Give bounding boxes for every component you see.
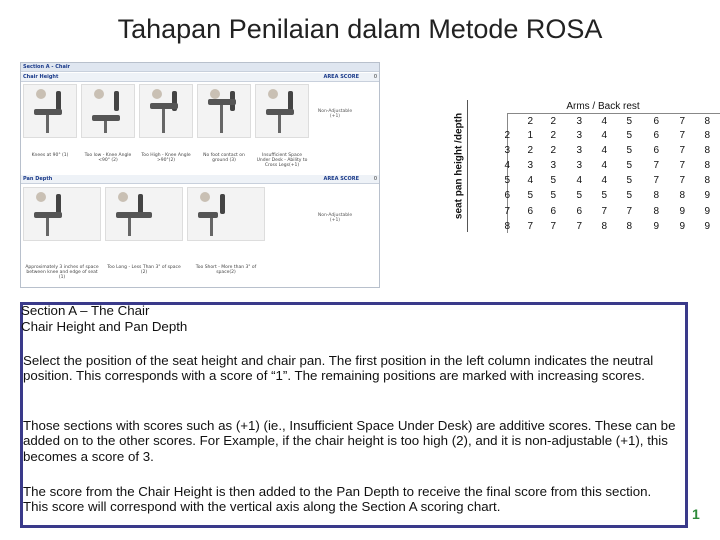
- table-cell: 5: [527, 190, 533, 201]
- table-cell: 6: [550, 206, 556, 217]
- vertical-axis-label: [452, 100, 466, 232]
- column-header-cell: 8: [704, 116, 710, 127]
- table-cell: 5: [626, 175, 632, 186]
- table-cell: 8: [704, 145, 710, 156]
- table-cell: 6: [653, 145, 659, 156]
- table-cell: 9: [679, 221, 685, 232]
- table-cell: 8: [704, 175, 710, 186]
- caption: Too High - Knee Angle >90°(2): [141, 153, 191, 163]
- non-adjustable-note: Non-Adjustable (+1): [317, 109, 353, 119]
- pan-depth-header: [21, 175, 379, 184]
- table-cell: 3: [576, 130, 582, 141]
- caption: Too Long - Less Than 3" of space (2): [107, 265, 181, 275]
- table-cell: 8: [704, 160, 710, 171]
- non-adjustable-note: Non-Adjustable (+1): [317, 213, 353, 223]
- column-header-cell: 2: [527, 116, 533, 127]
- chair-figure: [197, 84, 251, 138]
- pan-depth-captions: [23, 265, 265, 280]
- chair-figure: [255, 84, 309, 138]
- table-cell: 9: [704, 206, 710, 217]
- table-cell: 2: [550, 130, 556, 141]
- chair-figure: [139, 84, 193, 138]
- column-header-cell: 4: [601, 116, 607, 127]
- column-header-cell: 7: [679, 116, 685, 127]
- table-cell: 4: [576, 175, 582, 186]
- paragraph-1: Select the position of the seat height and chair pan. The first position in the left column indicates the neutral position. This corresponds with a score of “1”. The remaining positions are marked with increasing scores.: [23, 353, 654, 384]
- table-cell: 7: [550, 221, 556, 232]
- table-cell: 5: [550, 190, 556, 201]
- table-cell: 3: [550, 160, 556, 171]
- table-cell: 7: [626, 206, 632, 217]
- table-top-rule: [508, 113, 720, 114]
- chair-height-label: Chair Height: [23, 74, 59, 80]
- page-number: 1: [692, 506, 700, 522]
- table-cell: 5: [626, 190, 632, 201]
- section-label: Section A - Chair: [23, 64, 71, 70]
- table-cell: 3: [576, 145, 582, 156]
- paragraph-3: The score from the Chair Height is then added to the Pan Depth to receive the final score from this section. This score will correspond with the vertical axis along the Section A scoring chart.: [23, 484, 652, 515]
- table-cell: 4: [527, 175, 533, 186]
- row-header-cell: 4: [504, 160, 510, 171]
- row-header-cell: 3: [504, 145, 510, 156]
- table-cell: 4: [601, 130, 607, 141]
- form-section-header: [21, 63, 379, 72]
- table-cell: 5: [601, 190, 607, 201]
- caption: Knees at 90° (1): [31, 153, 69, 158]
- description-panel: [20, 302, 688, 528]
- table-cell: 8: [601, 221, 607, 232]
- chair-height-figures: [23, 84, 309, 138]
- table-cell: 6: [576, 206, 582, 217]
- chair-figure: [81, 84, 135, 138]
- table-cell: 7: [679, 130, 685, 141]
- table-cell: 4: [601, 145, 607, 156]
- table-cell: 5: [550, 175, 556, 186]
- table-cell: 6: [653, 130, 659, 141]
- table-cell: 1: [527, 130, 533, 141]
- table-header-label: Arms / Back rest: [566, 101, 640, 112]
- area-score-label: AREA SCORE: [323, 74, 359, 80]
- slide-title: Tahapan Penilaian dalam Metode ROSA: [117, 14, 603, 44]
- paragraph-2: Those sections with scores such as (+1) (ie., Insufficient Space Under Desk) are additive scores. These can be added on to the other scores. For Example, if the chair height is too high (2), and it is non-adjustable (+1), this becomes a score of 3.: [23, 418, 676, 464]
- table-cell: 9: [704, 190, 710, 201]
- table-cell: 9: [679, 206, 685, 217]
- chair-figure: [105, 187, 183, 241]
- chair-height-captions: [23, 153, 309, 168]
- pan-depth-label: Pan Depth: [23, 176, 53, 182]
- divider: [467, 100, 468, 232]
- row-header-cell: 2: [504, 130, 510, 141]
- table-cell: 5: [626, 160, 632, 171]
- table-cell: 8: [704, 130, 710, 141]
- table-cell: 3: [527, 160, 533, 171]
- row-header-cell: 6: [504, 190, 510, 201]
- caption: No foot contact on ground (3): [203, 153, 245, 163]
- caption: Approximately 3 inches of space between knee and edge of seat (1): [25, 265, 99, 280]
- chair-figure: [23, 84, 77, 138]
- table-cell: 5: [626, 130, 632, 141]
- section-heading: Section A – The Chair Chair Height and Pan Depth: [21, 303, 188, 334]
- column-header-cell: 6: [653, 116, 659, 127]
- chair-figure: [187, 187, 265, 241]
- column-header-cell: 3: [576, 116, 582, 127]
- table-cell: 7: [576, 221, 582, 232]
- table-cell: 5: [576, 190, 582, 201]
- table-cell: 7: [601, 206, 607, 217]
- chair-figure: [23, 187, 101, 241]
- column-header-cell: 5: [626, 116, 632, 127]
- table-cell: 7: [679, 160, 685, 171]
- table-cell: 7: [653, 160, 659, 171]
- table-cell: 2: [527, 145, 533, 156]
- table-cell: 7: [679, 175, 685, 186]
- row-header-cell: 7: [504, 206, 510, 217]
- table-cell: 3: [576, 160, 582, 171]
- area-score-label: AREA SCORE: [323, 176, 359, 182]
- vertical-axis-text: seat pan height /depth: [453, 112, 465, 220]
- chair-height-header: [21, 73, 379, 82]
- column-header-cell: 2: [550, 116, 556, 127]
- table-cell: 8: [626, 221, 632, 232]
- table-cell: 9: [704, 221, 710, 232]
- table-cell: 7: [679, 145, 685, 156]
- table-cell: 4: [601, 160, 607, 171]
- table-cell: 7: [653, 175, 659, 186]
- table-cell: 6: [527, 206, 533, 217]
- area-score-value: 0: [373, 176, 377, 182]
- table-cell: 2: [550, 145, 556, 156]
- pan-depth-figures: [23, 187, 265, 241]
- table-cell: 8: [653, 206, 659, 217]
- table-cell: 8: [653, 190, 659, 201]
- area-score-value: 0: [373, 74, 377, 80]
- caption: Too low - Knee Angle <90° (2): [84, 153, 132, 163]
- row-header-cell: 5: [504, 175, 510, 186]
- row-header-cell: 8: [504, 221, 510, 232]
- rosa-chair-form-image: [20, 62, 380, 288]
- table-cell: 7: [527, 221, 533, 232]
- table-cell: 8: [679, 190, 685, 201]
- table-cell: 5: [626, 145, 632, 156]
- table-cell: 9: [653, 221, 659, 232]
- table-cell: 4: [601, 175, 607, 186]
- caption: Too Short - More than 3" of space(2): [195, 265, 257, 275]
- caption: Insufficient Space Under Desk - Ability to Cross Legs(+1): [256, 153, 308, 168]
